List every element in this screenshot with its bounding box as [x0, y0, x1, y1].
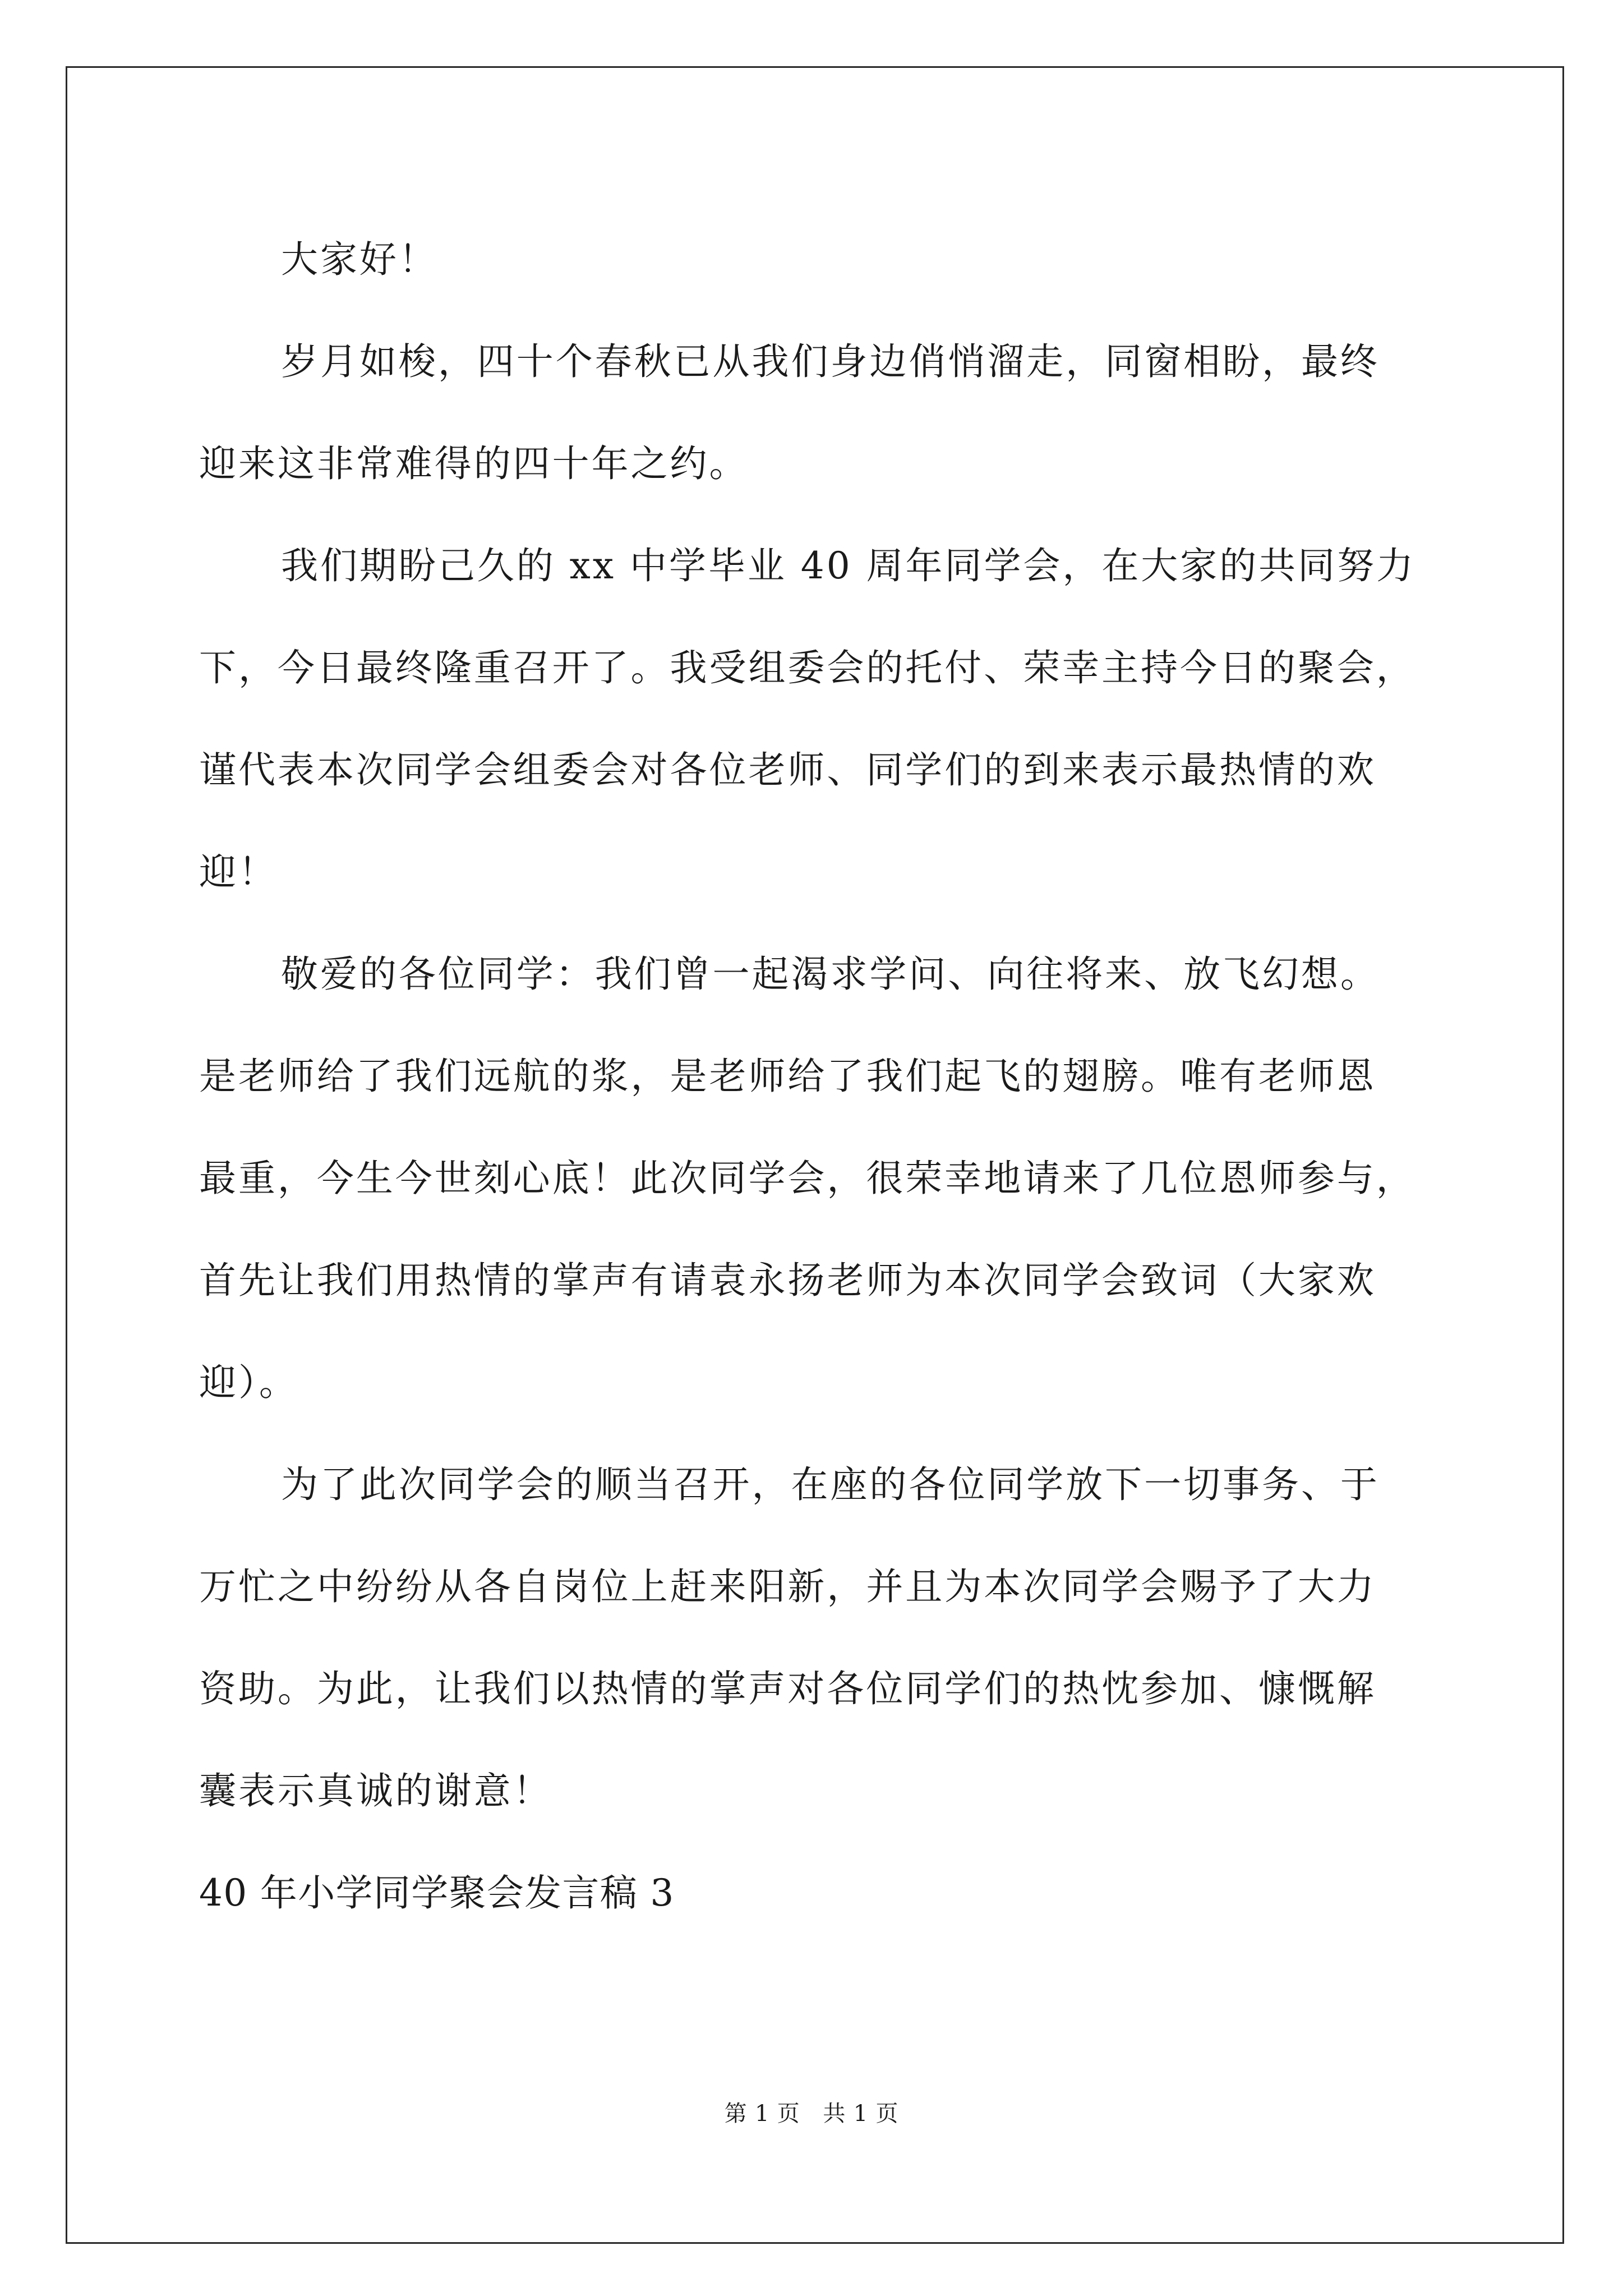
paragraph-line: 迎）。: [199, 1361, 298, 1404]
paragraph-line: 谨代表本次同学会组委会对各位老师、同学们的到来表示最热情的欢: [199, 748, 1376, 792]
paragraph-line: 为了此次同学会的顺当召开，在座的各位同学放下一切事务、于: [281, 1463, 1380, 1506]
paragraph-line: 是老师给了我们远航的浆，是老师给了我们起飞的翅膀。唯有老师恩: [199, 1055, 1376, 1098]
paragraph-line: 下，今日最终隆重召开了。我受组委会的托付、荣幸主持今日的聚会，: [199, 646, 1415, 689]
paragraph-line: 岁月如梭，四十个春秋已从我们身边俏悄溜走，同窗相盼，最终: [281, 340, 1380, 383]
greeting-line: 大家好！: [281, 238, 438, 281]
paragraph-line: 最重，今生今世刻心底！此次同学会，很荣幸地请来了几位恩师参与，: [199, 1157, 1415, 1200]
paragraph-line: 迎！: [199, 850, 278, 894]
paragraph-line: 囊表示真诚的谢意！: [199, 1769, 552, 1812]
paragraph-line: 万忙之中纷纷从各自岗位上赶来阳新，并且为本次同学会赐予了大力: [199, 1565, 1376, 1608]
paragraph-line: 迎来这非常难得的四十年之约。: [199, 442, 749, 485]
paragraph-line: 资助。为此，让我们以热情的掌声对各位同学们的热忱参加、慷慨解: [199, 1667, 1376, 1710]
paragraph-line: 敬爱的各位同学：我们曾一起渴求学问、向往将来、放飞幻想。: [281, 953, 1380, 996]
document-body: [199, 209, 1433, 1944]
section-heading: 40 年小学同学聚会发言稿 3: [199, 1871, 675, 1915]
paragraph-line: 首先让我们用热情的掌声有请袁永扬老师为本次同学会致词（大家欢: [199, 1259, 1376, 1302]
paragraph-line: 我们期盼己久的 xx 中学毕业 40 周年同学会，在大家的共同努力: [281, 544, 1416, 587]
page-footer: 第 1 页 共 1 页: [724, 2101, 899, 2127]
